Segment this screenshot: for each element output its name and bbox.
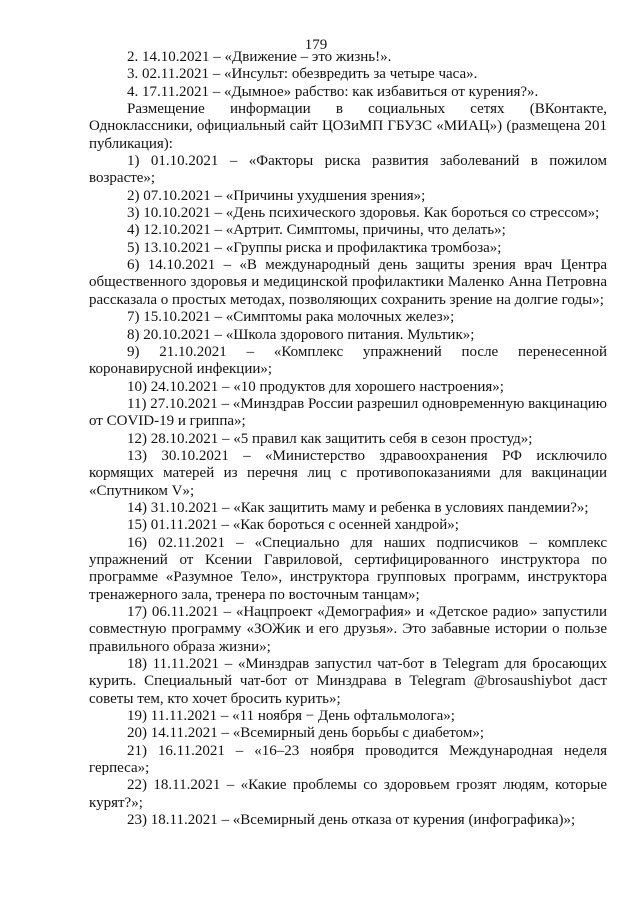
publication-item: 2) 07.10.2021 – «Причины ухудшения зрения»; xyxy=(127,187,426,204)
publication-item: 18) 11.11.2021 – «Минздрав запустил чат-бот в Telegram для бросающих курить. Специальный чат-бот от Минздрава в Telegram @brosaushiybot даст советы тем, кто хочет бросить курить»; xyxy=(89,656,607,707)
document-body xyxy=(89,49,607,829)
publication-item: 23) 18.11.2021 – «Всемирный день отказа от курения (инфографика)»; xyxy=(127,812,576,829)
publication-item: 16) 02.11.2021 – «Специально для наших подписчиков – комплекс упражнений от Ксении Гавриловой, сертифицированного инструктора по программе «Разумное Тело», инструктора групповых программ, инструктора тренажерного зала, тренера по восточным танцам»; xyxy=(89,534,607,603)
publication-item: 6) 14.10.2021 – «В международный день защиты зрения врач Центра общественного здоровья и медицинской профилактики Маленко Анна Петровна рассказала о простых методах, позволяющих сохранить зрение на долгие годы»; xyxy=(89,257,607,308)
list-item-smoking-slavery: 4. 17.11.2021 – «Дымное» рабство: как избавиться от курения?». xyxy=(127,83,539,100)
publication-item: 10) 24.10.2021 – «10 продуктов для хорошего настроения»; xyxy=(127,378,504,395)
publication-item: 12) 28.10.2021 – «5 правил как защитить себя в сезон простуд»; xyxy=(127,430,533,447)
publication-item: 21) 16.11.2021 – «16–23 ноября проводится Международная неделя герпеса»; xyxy=(89,742,607,777)
publication-item: 22) 18.11.2021 – «Какие проблемы со здоровьем грозят людям, которые курят?»; xyxy=(89,777,607,811)
publication-item: 17) 06.11.2021 – «Нацпроект «Демография» и «Детское радио» запустили совместную программу «ЗОЖик и его друзья». Это забавные истории о пользе правильного образа жизни»; xyxy=(89,604,607,655)
publication-item: 11) 27.10.2021 – «Минздрав России разрешил одновременную вакцинацию от COVID-19 и гриппа»; xyxy=(89,395,607,430)
publication-item: 13) 30.10.2021 – «Министерство здравоохранения РФ исключило кормящих матерей из перечня лиц с противопоказаниями для вакцинации «Спутником V»; xyxy=(89,447,607,499)
social-media-heading: Размещение информации в социальных сетях (ВКонтакте, Одноклассники, официальный сайт ЦОЗиМП ГБУЗС «МИАЦ») (размещена 201 публикация): xyxy=(89,101,607,152)
page-number: 179 xyxy=(304,37,328,53)
publication-item: 19) 11.11.2021 – «11 ноября − День офтальмолога»; xyxy=(127,708,455,725)
list-item-movement: 2. 14.10.2021 – «Движение – это жизнь!». xyxy=(127,49,392,65)
publication-item: 9) 21.10.2021 – «Комплекс упражнений после перенесенной коронавирусной инфекции»; xyxy=(89,343,607,378)
publication-item: 3) 10.10.2021 – «День психического здоровья. Как бороться со стрессом»; xyxy=(127,205,600,222)
publication-item: 4) 12.10.2021 – «Артрит. Симптомы, причины, что делать»; xyxy=(127,222,506,239)
publication-item: 8) 20.10.2021 – «Школа здорового питания. Мультик»; xyxy=(127,326,475,343)
publication-item: 14) 31.10.2021 – «Как защитить маму и ребенка в условиях пандемии?»; xyxy=(127,499,589,516)
publication-item: 5) 13.10.2021 – «Группы риска и профилактика тромбоза»; xyxy=(127,239,502,256)
publication-item: 1) 01.10.2021 – «Факторы риска развития заболеваний в пожилом возрасте»; xyxy=(89,153,607,187)
publication-item: 7) 15.10.2021 – «Симптомы рака молочных желез»; xyxy=(127,309,455,326)
publication-item: 20) 14.11.2021 – «Всемирный день борьбы с диабетом»; xyxy=(127,725,484,742)
publication-item: 15) 01.11.2021 – «Как бороться с осенней хандрой»; xyxy=(127,517,459,534)
list-item-stroke: 3. 02.11.2021 – «Инсульт: обезвредить за четыре часа». xyxy=(127,66,478,83)
